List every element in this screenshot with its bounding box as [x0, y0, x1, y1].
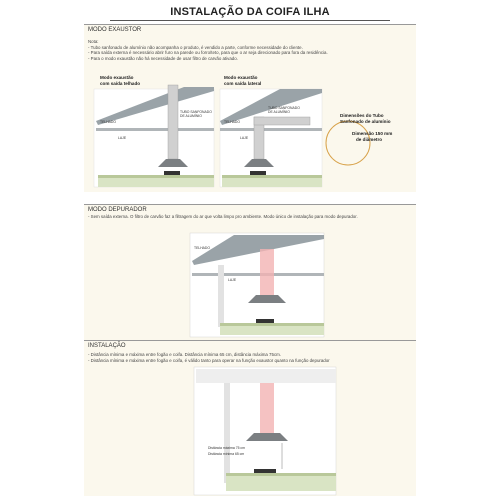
- duct-dimension: [326, 113, 392, 165]
- instalacao-diagram: [84, 341, 416, 497]
- label-laje: LAJE: [118, 136, 127, 140]
- filter-glow: [260, 249, 274, 295]
- cooktop: [164, 171, 180, 175]
- cabinet: [226, 476, 336, 491]
- label-laje: LAJE: [240, 136, 249, 140]
- slab: [220, 128, 322, 131]
- label-min-distance: Distância mínima 65 cm: [208, 452, 245, 456]
- diagram-side-exit: [220, 75, 322, 187]
- cabinet: [220, 326, 324, 335]
- depurador-diagram: [84, 205, 416, 341]
- note-line: - Para o modo exaustão não há necessidade de usar filtro de carvão ativado.: [88, 55, 238, 61]
- note-line: Nota:: [88, 39, 99, 44]
- filter-glow: [260, 383, 274, 433]
- cooktop: [256, 319, 274, 323]
- slab: [192, 273, 324, 276]
- cooktop: [250, 171, 266, 175]
- exaustor-diagrams: [84, 25, 416, 193]
- caption-side-line2: com saída lateral: [224, 81, 262, 86]
- label-max-distance: Distância máxima 75 cm: [208, 446, 245, 450]
- cooktop: [254, 469, 276, 473]
- counter-top: [98, 175, 214, 178]
- counter-top: [222, 175, 322, 178]
- note-line: - Para saída externa é necessário abrir furo na parede ou forro/teto, para que o ar seja direcionado para fora da residência.: [88, 50, 328, 56]
- label-tubo-1: TUBO SANFONADO: [268, 106, 300, 110]
- label-tubo-1: TUBO SANFONADO: [180, 110, 212, 114]
- dimension-line2: Sanfonado de alumínio: [340, 119, 391, 124]
- slab: [96, 128, 214, 131]
- cabinet: [222, 178, 322, 187]
- note-line: - Distância mínima e máxima entre fogão e coifa. Distância mínima 65 cm, distância máxima 75cm.: [88, 352, 282, 357]
- section-heading-depurador: MODO DEPURADOR: [88, 207, 147, 213]
- dimension-line4: de diâmetro: [356, 137, 383, 142]
- caption-roof-line2: com saída telhado: [100, 81, 141, 86]
- label-tubo-2: DE ALUMÍNIO: [268, 110, 290, 114]
- section-heading-exaustor: MODO EXAUSTOR: [88, 27, 142, 33]
- label-telhado: TELHADO: [224, 120, 241, 124]
- cabinet: [98, 178, 214, 187]
- wall-column: [218, 265, 224, 327]
- note-line: - Sem saída externa. O filtro de carvão faz a filtragem do ar que volta limpo pro ambiente. Modo único de instalação para modo depurador.: [88, 214, 358, 219]
- caption-roof-line1: Modo exaustão: [100, 75, 134, 80]
- section-instalacao: [84, 340, 416, 496]
- section-depurador: [84, 204, 416, 340]
- duct-horizontal: [254, 117, 310, 125]
- section-heading-instalacao: INSTALAÇÃO: [88, 343, 126, 349]
- label-telhado: TELHADO: [100, 120, 117, 124]
- duct-circle: [326, 121, 370, 165]
- ceiling: [196, 369, 336, 383]
- counter-top: [220, 323, 324, 326]
- note-line: - Tubo sanfonado de alumínio não acompanha o produto, é vendido a parte, conforme necessidade do cliente.: [88, 44, 303, 50]
- section-exaustor: [84, 24, 416, 192]
- counter-top: [226, 473, 336, 476]
- note-line: - Distância mínima e máxima entre fogão e coifa, é válido tanto para operar na função exaustor quanto na função depurador: [88, 357, 330, 363]
- caption-side-line1: Modo exaustão: [224, 75, 258, 80]
- title-underline: [110, 20, 390, 21]
- wall-column: [224, 383, 230, 483]
- label-telhado: TELHADO: [194, 246, 211, 250]
- label-laje: LAJE: [228, 278, 237, 282]
- diagram-roof-exit: [94, 75, 214, 187]
- dimension-line1: Dimensões do Tubo: [340, 113, 384, 118]
- dimension-line3: Dimensão 150 mm: [352, 131, 393, 136]
- label-tubo-2: DE ALUMÍNIO: [180, 114, 202, 118]
- duct: [168, 85, 178, 159]
- page-title: INSTALAÇÃO DA COIFA ILHA: [170, 6, 330, 18]
